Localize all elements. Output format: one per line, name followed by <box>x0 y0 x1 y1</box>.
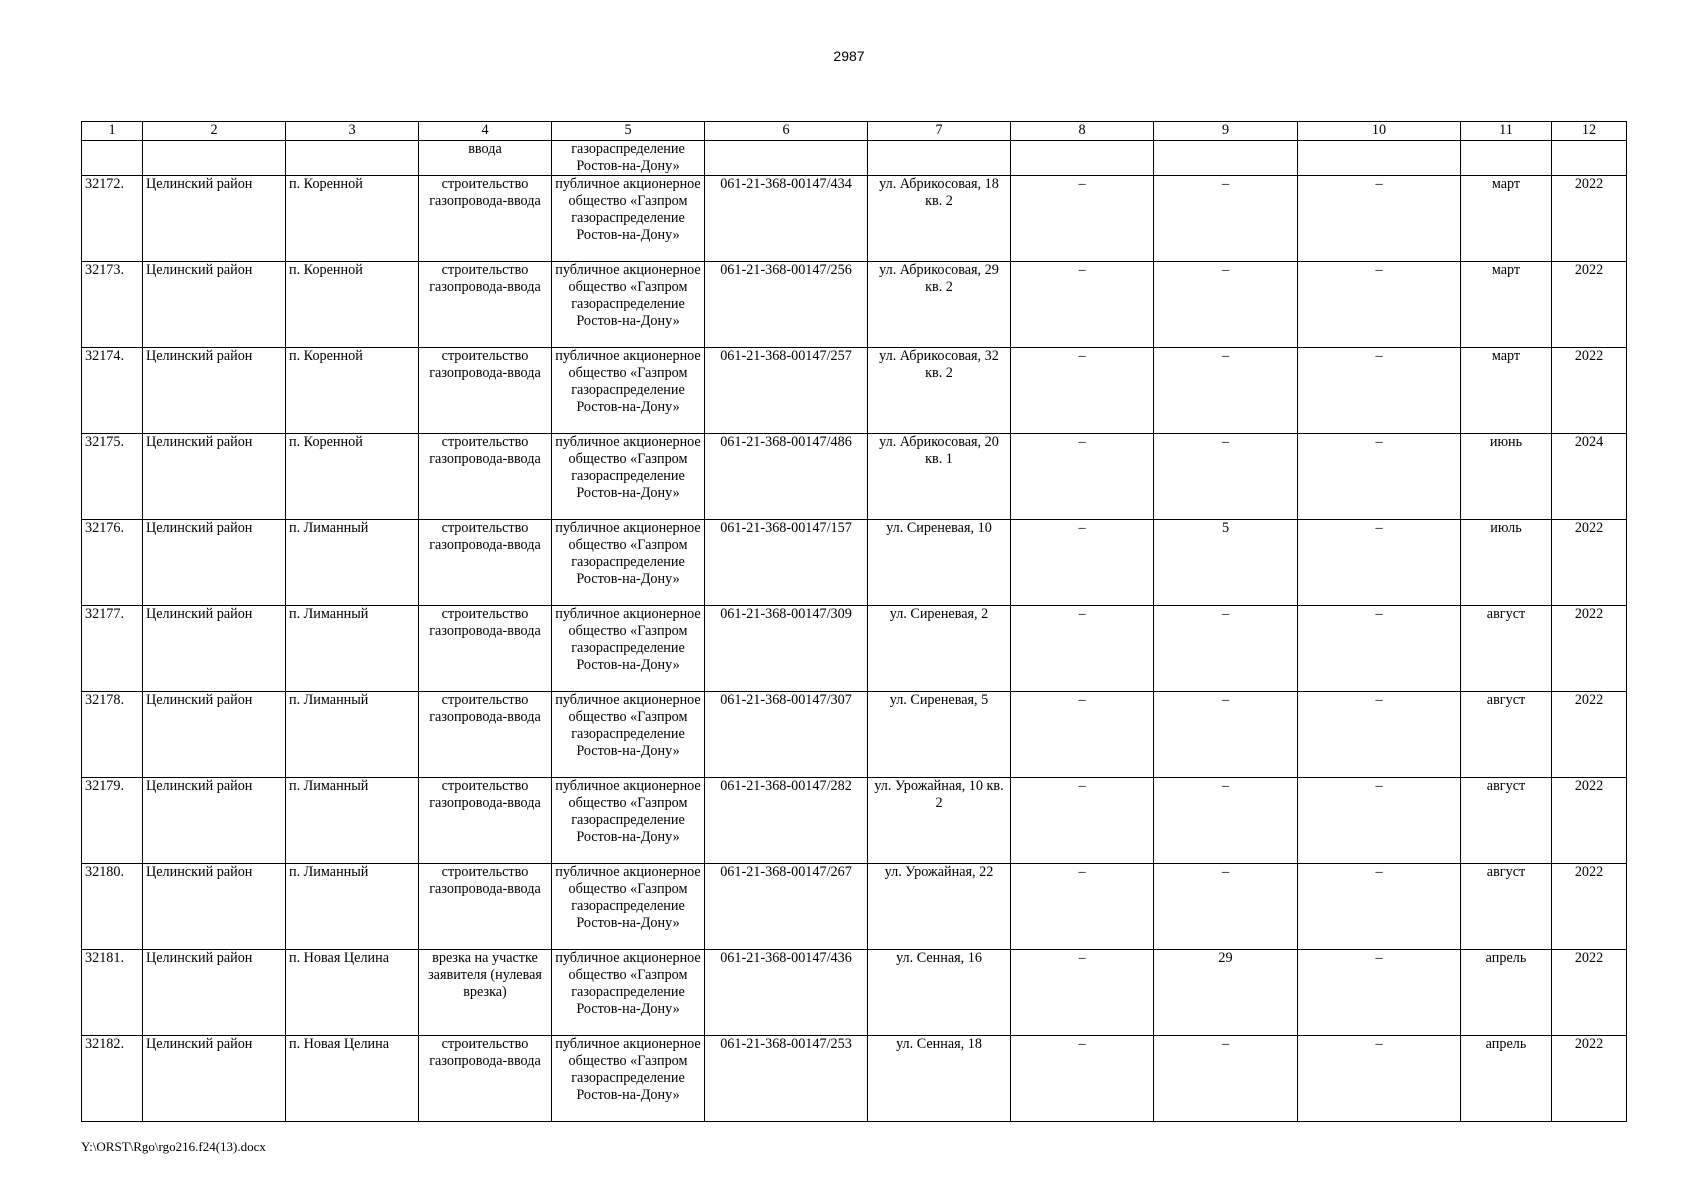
cell-district: Целинский район <box>143 520 286 606</box>
cell-organization: публичное акционерное общество «Газпром газораспределение Ростов-на-Дону» <box>552 1036 705 1122</box>
cell-address: ул. Сиреневая, 5 <box>868 692 1011 778</box>
cell-code: 061-21-368-00147/253 <box>705 1036 868 1122</box>
cell-year: 2022 <box>1552 262 1627 348</box>
cell-col8: – <box>1011 1036 1154 1122</box>
column-header-1: 1 <box>82 122 143 141</box>
cell-organization: публичное акционерное общество «Газпром газораспределение Ростов-на-Дону» <box>552 778 705 864</box>
cell-organization: публичное акционерное общество «Газпром газораспределение Ростов-на-Дону» <box>552 434 705 520</box>
cell-year: 2022 <box>1552 520 1627 606</box>
cell-col8: – <box>1011 520 1154 606</box>
cell-col10: – <box>1298 950 1461 1036</box>
cell-year: 2022 <box>1552 1036 1627 1122</box>
column-header-10: 10 <box>1298 122 1461 141</box>
cell-month: март <box>1461 176 1552 262</box>
cell-col8: – <box>1011 778 1154 864</box>
cell-year: 2022 <box>1552 176 1627 262</box>
cell-month: март <box>1461 262 1552 348</box>
column-header-2: 2 <box>143 122 286 141</box>
cell-code: 061-21-368-00147/256 <box>705 262 868 348</box>
cell-organization: публичное акционерное общество «Газпром газораспределение Ростов-на-Дону» <box>552 692 705 778</box>
cell-col9: – <box>1154 262 1298 348</box>
cell-num: 32180. <box>82 864 143 950</box>
cell-district: Целинский район <box>143 262 286 348</box>
cell-col9: – <box>1154 434 1298 520</box>
cell-settlement: п. Лиманный <box>286 864 419 950</box>
cell-num: 32182. <box>82 1036 143 1122</box>
cell-col10 <box>1298 141 1461 176</box>
cell-col10: – <box>1298 434 1461 520</box>
table-row <box>82 348 1627 434</box>
cell-num: 32175. <box>82 434 143 520</box>
table-row <box>82 692 1627 778</box>
cell-code: 061-21-368-00147/257 <box>705 348 868 434</box>
cell-col9: – <box>1154 864 1298 950</box>
cell-col9: – <box>1154 1036 1298 1122</box>
cell-work-type: строительство газопровода-ввода <box>419 692 552 778</box>
cell-year: 2022 <box>1552 950 1627 1036</box>
cell-work-type: строительство газопровода-ввода <box>419 348 552 434</box>
cell-address: ул. Урожайная, 22 <box>868 864 1011 950</box>
cell-month: июль <box>1461 520 1552 606</box>
cell-col9: 29 <box>1154 950 1298 1036</box>
cell-col9: – <box>1154 606 1298 692</box>
cell-work-type: врезка на участке заявителя (нулевая врезка) <box>419 950 552 1036</box>
cell-address: ул. Сиреневая, 10 <box>868 520 1011 606</box>
cell-col9: – <box>1154 692 1298 778</box>
column-header-8: 8 <box>1011 122 1154 141</box>
cell-organization: публичное акционерное общество «Газпром газораспределение Ростов-на-Дону» <box>552 176 705 262</box>
cell-col9: – <box>1154 176 1298 262</box>
cell-col10: – <box>1298 262 1461 348</box>
cell-settlement: п. Лиманный <box>286 520 419 606</box>
column-header-3: 3 <box>286 122 419 141</box>
page-number: 2987 <box>833 48 865 64</box>
cell-district: Целинский район <box>143 434 286 520</box>
cell-col10: – <box>1298 778 1461 864</box>
cell-col8: – <box>1011 176 1154 262</box>
cell-col8: – <box>1011 692 1154 778</box>
cell-code <box>705 141 868 176</box>
cell-organization: публичное акционерное общество «Газпром газораспределение Ростов-на-Дону» <box>552 520 705 606</box>
cell-num <box>82 141 143 176</box>
cell-district: Целинский район <box>143 692 286 778</box>
cell-code: 061-21-368-00147/307 <box>705 692 868 778</box>
table-row <box>82 434 1627 520</box>
cell-address: ул. Абрикосовая, 32 кв. 2 <box>868 348 1011 434</box>
cell-address: ул. Абрикосовая, 29 кв. 2 <box>868 262 1011 348</box>
column-header-7: 7 <box>868 122 1011 141</box>
cell-settlement: п. Коренной <box>286 434 419 520</box>
cell-year: 2022 <box>1552 778 1627 864</box>
cell-district <box>143 141 286 176</box>
cell-col10: – <box>1298 520 1461 606</box>
cell-district: Целинский район <box>143 1036 286 1122</box>
table-row <box>82 778 1627 864</box>
cell-address: ул. Сенная, 16 <box>868 950 1011 1036</box>
cell-settlement: п. Коренной <box>286 262 419 348</box>
registry-table <box>81 121 1627 1122</box>
cell-month: июнь <box>1461 434 1552 520</box>
table-row <box>82 1036 1627 1122</box>
cell-settlement: п. Лиманный <box>286 692 419 778</box>
cell-work-type: строительство газопровода-ввода <box>419 520 552 606</box>
table-row <box>82 520 1627 606</box>
cell-settlement: п. Лиманный <box>286 606 419 692</box>
column-header-11: 11 <box>1461 122 1552 141</box>
cell-month <box>1461 141 1552 176</box>
cell-settlement <box>286 141 419 176</box>
cell-month: август <box>1461 692 1552 778</box>
cell-work-type: строительство газопровода-ввода <box>419 434 552 520</box>
cell-year: 2022 <box>1552 606 1627 692</box>
table-row <box>82 176 1627 262</box>
cell-code: 061-21-368-00147/436 <box>705 950 868 1036</box>
cell-code: 061-21-368-00147/309 <box>705 606 868 692</box>
cell-address: ул. Сенная, 18 <box>868 1036 1011 1122</box>
cell-work-type: строительство газопровода-ввода <box>419 864 552 950</box>
cell-organization: публичное акционерное общество «Газпром газораспределение Ростов-на-Дону» <box>552 348 705 434</box>
cell-num: 32181. <box>82 950 143 1036</box>
cell-num: 32174. <box>82 348 143 434</box>
table-row-continuation <box>82 141 1627 176</box>
cell-code: 061-21-368-00147/282 <box>705 778 868 864</box>
cell-district: Целинский район <box>143 176 286 262</box>
cell-num: 32172. <box>82 176 143 262</box>
cell-month: апрель <box>1461 1036 1552 1122</box>
cell-district: Целинский район <box>143 606 286 692</box>
footer-file-path: Y:\ORST\Rgo\rgo216.f24(13).docx <box>81 1139 266 1154</box>
cell-year: 2022 <box>1552 864 1627 950</box>
cell-settlement: п. Коренной <box>286 176 419 262</box>
cell-month: апрель <box>1461 950 1552 1036</box>
cell-work-type: строительство газопровода-ввода <box>419 1036 552 1122</box>
cell-district: Целинский район <box>143 950 286 1036</box>
cell-year: 2022 <box>1552 348 1627 434</box>
table-body <box>82 141 1627 1122</box>
cell-col10: – <box>1298 692 1461 778</box>
cell-settlement: п. Лиманный <box>286 778 419 864</box>
cell-col10: – <box>1298 176 1461 262</box>
cell-num: 32176. <box>82 520 143 606</box>
cell-month: август <box>1461 778 1552 864</box>
cell-address: ул. Абрикосовая, 18 кв. 2 <box>868 176 1011 262</box>
cell-col10: – <box>1298 348 1461 434</box>
cell-organization: газораспределение Ростов-на-Дону» <box>552 141 705 176</box>
cell-col9: – <box>1154 348 1298 434</box>
cell-district: Целинский район <box>143 348 286 434</box>
cell-district: Целинский район <box>143 864 286 950</box>
cell-col8: – <box>1011 262 1154 348</box>
cell-work-type: строительство газопровода-ввода <box>419 606 552 692</box>
cell-num: 32177. <box>82 606 143 692</box>
column-header-5: 5 <box>552 122 705 141</box>
table-row <box>82 262 1627 348</box>
cell-settlement: п. Новая Целина <box>286 950 419 1036</box>
column-header-6: 6 <box>705 122 868 141</box>
cell-address: ул. Сиреневая, 2 <box>868 606 1011 692</box>
cell-work-type: строительство газопровода-ввода <box>419 176 552 262</box>
table-header <box>82 122 1627 141</box>
cell-address <box>868 141 1011 176</box>
cell-year: 2022 <box>1552 692 1627 778</box>
column-header-4: 4 <box>419 122 552 141</box>
cell-organization: публичное акционерное общество «Газпром газораспределение Ростов-на-Дону» <box>552 864 705 950</box>
cell-organization: публичное акционерное общество «Газпром газораспределение Ростов-на-Дону» <box>552 950 705 1036</box>
cell-district: Целинский район <box>143 778 286 864</box>
cell-num: 32178. <box>82 692 143 778</box>
cell-year <box>1552 141 1627 176</box>
cell-code: 061-21-368-00147/157 <box>705 520 868 606</box>
cell-col10: – <box>1298 1036 1461 1122</box>
column-header-12: 12 <box>1552 122 1627 141</box>
cell-num: 32179. <box>82 778 143 864</box>
cell-organization: публичное акционерное общество «Газпром газораспределение Ростов-на-Дону» <box>552 262 705 348</box>
cell-work-type: строительство газопровода-ввода <box>419 778 552 864</box>
cell-month: август <box>1461 606 1552 692</box>
table-row <box>82 950 1627 1036</box>
cell-col9: 5 <box>1154 520 1298 606</box>
cell-address: ул. Абрикосовая, 20 кв. 1 <box>868 434 1011 520</box>
cell-col8: – <box>1011 434 1154 520</box>
cell-work-type: строительство газопровода-ввода <box>419 262 552 348</box>
cell-settlement: п. Коренной <box>286 348 419 434</box>
table-row <box>82 864 1627 950</box>
cell-col8 <box>1011 141 1154 176</box>
cell-month: март <box>1461 348 1552 434</box>
cell-col8: – <box>1011 348 1154 434</box>
cell-num: 32173. <box>82 262 143 348</box>
cell-col10: – <box>1298 864 1461 950</box>
cell-col8: – <box>1011 950 1154 1036</box>
cell-month: август <box>1461 864 1552 950</box>
cell-col9 <box>1154 141 1298 176</box>
table-row <box>82 606 1627 692</box>
cell-col8: – <box>1011 864 1154 950</box>
cell-code: 061-21-368-00147/434 <box>705 176 868 262</box>
cell-col10: – <box>1298 606 1461 692</box>
cell-code: 061-21-368-00147/486 <box>705 434 868 520</box>
cell-col8: – <box>1011 606 1154 692</box>
cell-code: 061-21-368-00147/267 <box>705 864 868 950</box>
cell-address: ул. Урожайная, 10 кв. 2 <box>868 778 1011 864</box>
cell-year: 2024 <box>1552 434 1627 520</box>
column-header-9: 9 <box>1154 122 1298 141</box>
cell-work-type: ввода <box>419 141 552 176</box>
cell-col9: – <box>1154 778 1298 864</box>
cell-settlement: п. Новая Целина <box>286 1036 419 1122</box>
cell-organization: публичное акционерное общество «Газпром газораспределение Ростов-на-Дону» <box>552 606 705 692</box>
